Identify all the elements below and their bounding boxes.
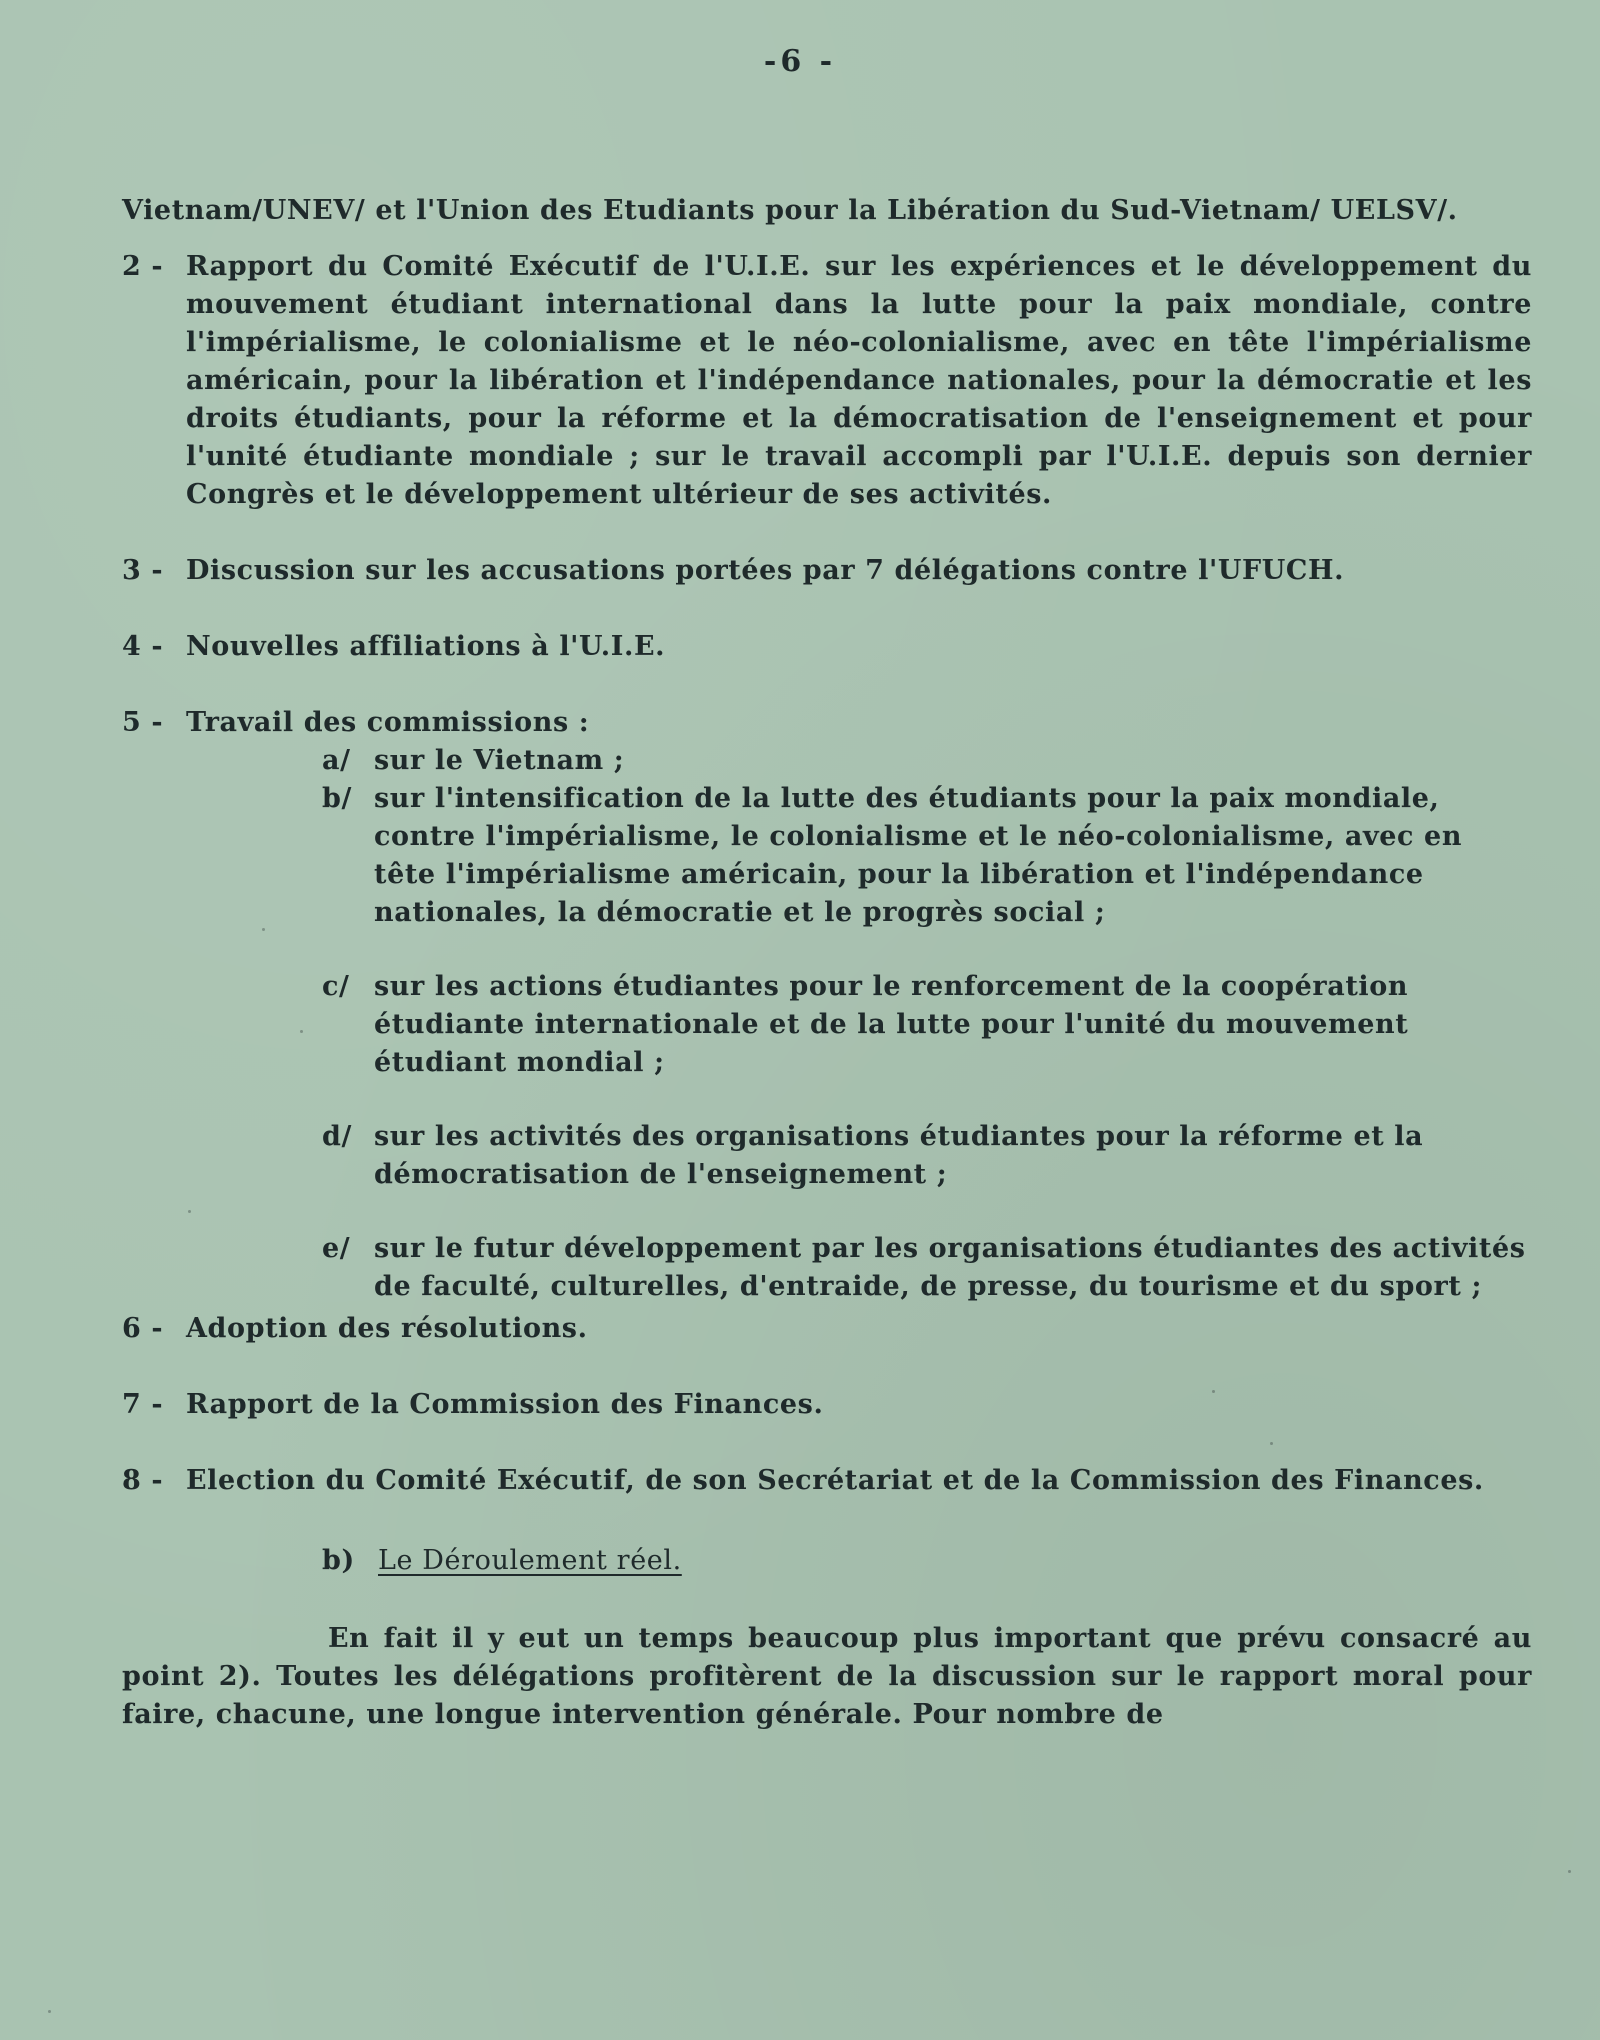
commission-text: sur l'intensification de la lutte des étudiants pour la paix mondiale, contre l'impérialisme, le colonialisme et le néo-colonialisme, avec en tête l'impérialisme américain, pour la libération et l'indépendance nationales, la démocratie et le progrès social ; xyxy=(374,783,1463,928)
intro-paragraph: Vietnam/UNEV/ et l'Union des Etudiants pour la Libération du Sud-Vietnam/ UELSV/. xyxy=(122,195,1458,226)
agenda-item-3 xyxy=(122,552,1532,590)
paper-speck xyxy=(1270,1442,1273,1445)
agenda-item-number: 5 - xyxy=(122,707,164,738)
agenda-item-number: 7 - xyxy=(122,1389,164,1420)
commission-item-b xyxy=(322,780,1532,932)
commission-item-d xyxy=(322,1118,1532,1194)
agenda-item-text: Nouvelles affiliations à l'U.I.E. xyxy=(186,631,666,662)
commission-letter: e/ xyxy=(322,1233,351,1264)
agenda-item-2 xyxy=(122,248,1532,514)
paper-speck xyxy=(300,1030,303,1033)
paper-speck xyxy=(48,2010,51,2013)
conclusion-paragraph: En fait il y eut un temps beaucoup plus important que prévu consacré au point 2). Toutes les délégations profitèrent de la discussion sur le rapport moral pour faire, chacune, une longue intervention générale. Pour nombre de xyxy=(122,1623,1532,1730)
commission-text: sur les activités des organisations étudiantes pour la réforme et la démocratisation de l'enseignement ; xyxy=(374,1121,1424,1190)
agenda-item-4 xyxy=(122,628,1532,666)
commission-text: sur le futur développement par les organisations étudiantes des activités de faculté, culturelles, d'entraide, de presse, du tourisme et du sport ; xyxy=(374,1233,1526,1302)
commission-item-c xyxy=(322,968,1532,1082)
agenda-item-5 xyxy=(122,704,1532,742)
commission-letter: c/ xyxy=(322,971,350,1002)
commission-letter: b/ xyxy=(322,783,352,814)
commission-item-a xyxy=(322,742,1532,780)
agenda-item-number: 6 - xyxy=(122,1313,164,1344)
agenda-item-text: Discussion sur les accusations portées par 7 délégations contre l'UFUCH. xyxy=(186,555,1345,586)
agenda-item-8 xyxy=(122,1462,1532,1500)
section-title: Le Déroulement réel. xyxy=(378,1545,682,1576)
agenda-item-number: 8 - xyxy=(122,1465,164,1496)
commission-letter: a/ xyxy=(322,745,351,776)
agenda-item-number: 2 - xyxy=(122,251,164,282)
document-body xyxy=(122,192,1532,1734)
commission-text: sur le Vietnam ; xyxy=(374,745,625,776)
agenda-item-7 xyxy=(122,1386,1532,1424)
paper-speck xyxy=(1212,1390,1215,1393)
paper-speck xyxy=(262,928,265,931)
paper-speck xyxy=(1568,1870,1571,1873)
commissions-list xyxy=(322,742,1532,1306)
agenda-item-number: 3 - xyxy=(122,555,164,586)
agenda-item-text: Rapport de la Commission des Finances. xyxy=(186,1389,824,1420)
agenda-item-text: Rapport du Comité Exécutif de l'U.I.E. sur les expériences et le développement du mouvement étudiant international dans la lutte pour la paix mondiale, contre l'impérialisme, le colonialisme et le néo-colonialisme, avec en tête l'impérialisme américain, pour la libération et l'indépendance nationales, pour la démocratie et les droits étudiants, pour la réforme et la démocratisation de l'enseignement et pour l'unité étudiante mondiale ; sur le travail accompli par l'U.I.E. depuis son dernier Congrès et le développement ultérieur de ses activités. xyxy=(186,251,1532,510)
section-heading-b xyxy=(322,1542,1532,1580)
paper-speck xyxy=(188,1210,191,1213)
commission-item-e xyxy=(322,1230,1532,1306)
commission-text: sur les actions étudiantes pour le renforcement de la coopération étudiante internationale et de la lutte pour l'unité du mouvement étudiant mondial ; xyxy=(374,971,1409,1078)
agenda-item-6 xyxy=(122,1310,1532,1348)
page-number: -6 - xyxy=(763,44,837,79)
agenda-item-text: Travail des commissions : xyxy=(186,707,590,738)
section-letter: b) xyxy=(322,1545,355,1576)
commission-letter: d/ xyxy=(322,1121,352,1152)
agenda-item-text: Adoption des résolutions. xyxy=(186,1313,588,1344)
agenda-item-number: 4 - xyxy=(122,631,164,662)
agenda-item-text: Election du Comité Exécutif, de son Secrétariat et de la Commission des Finances. xyxy=(186,1465,1484,1496)
